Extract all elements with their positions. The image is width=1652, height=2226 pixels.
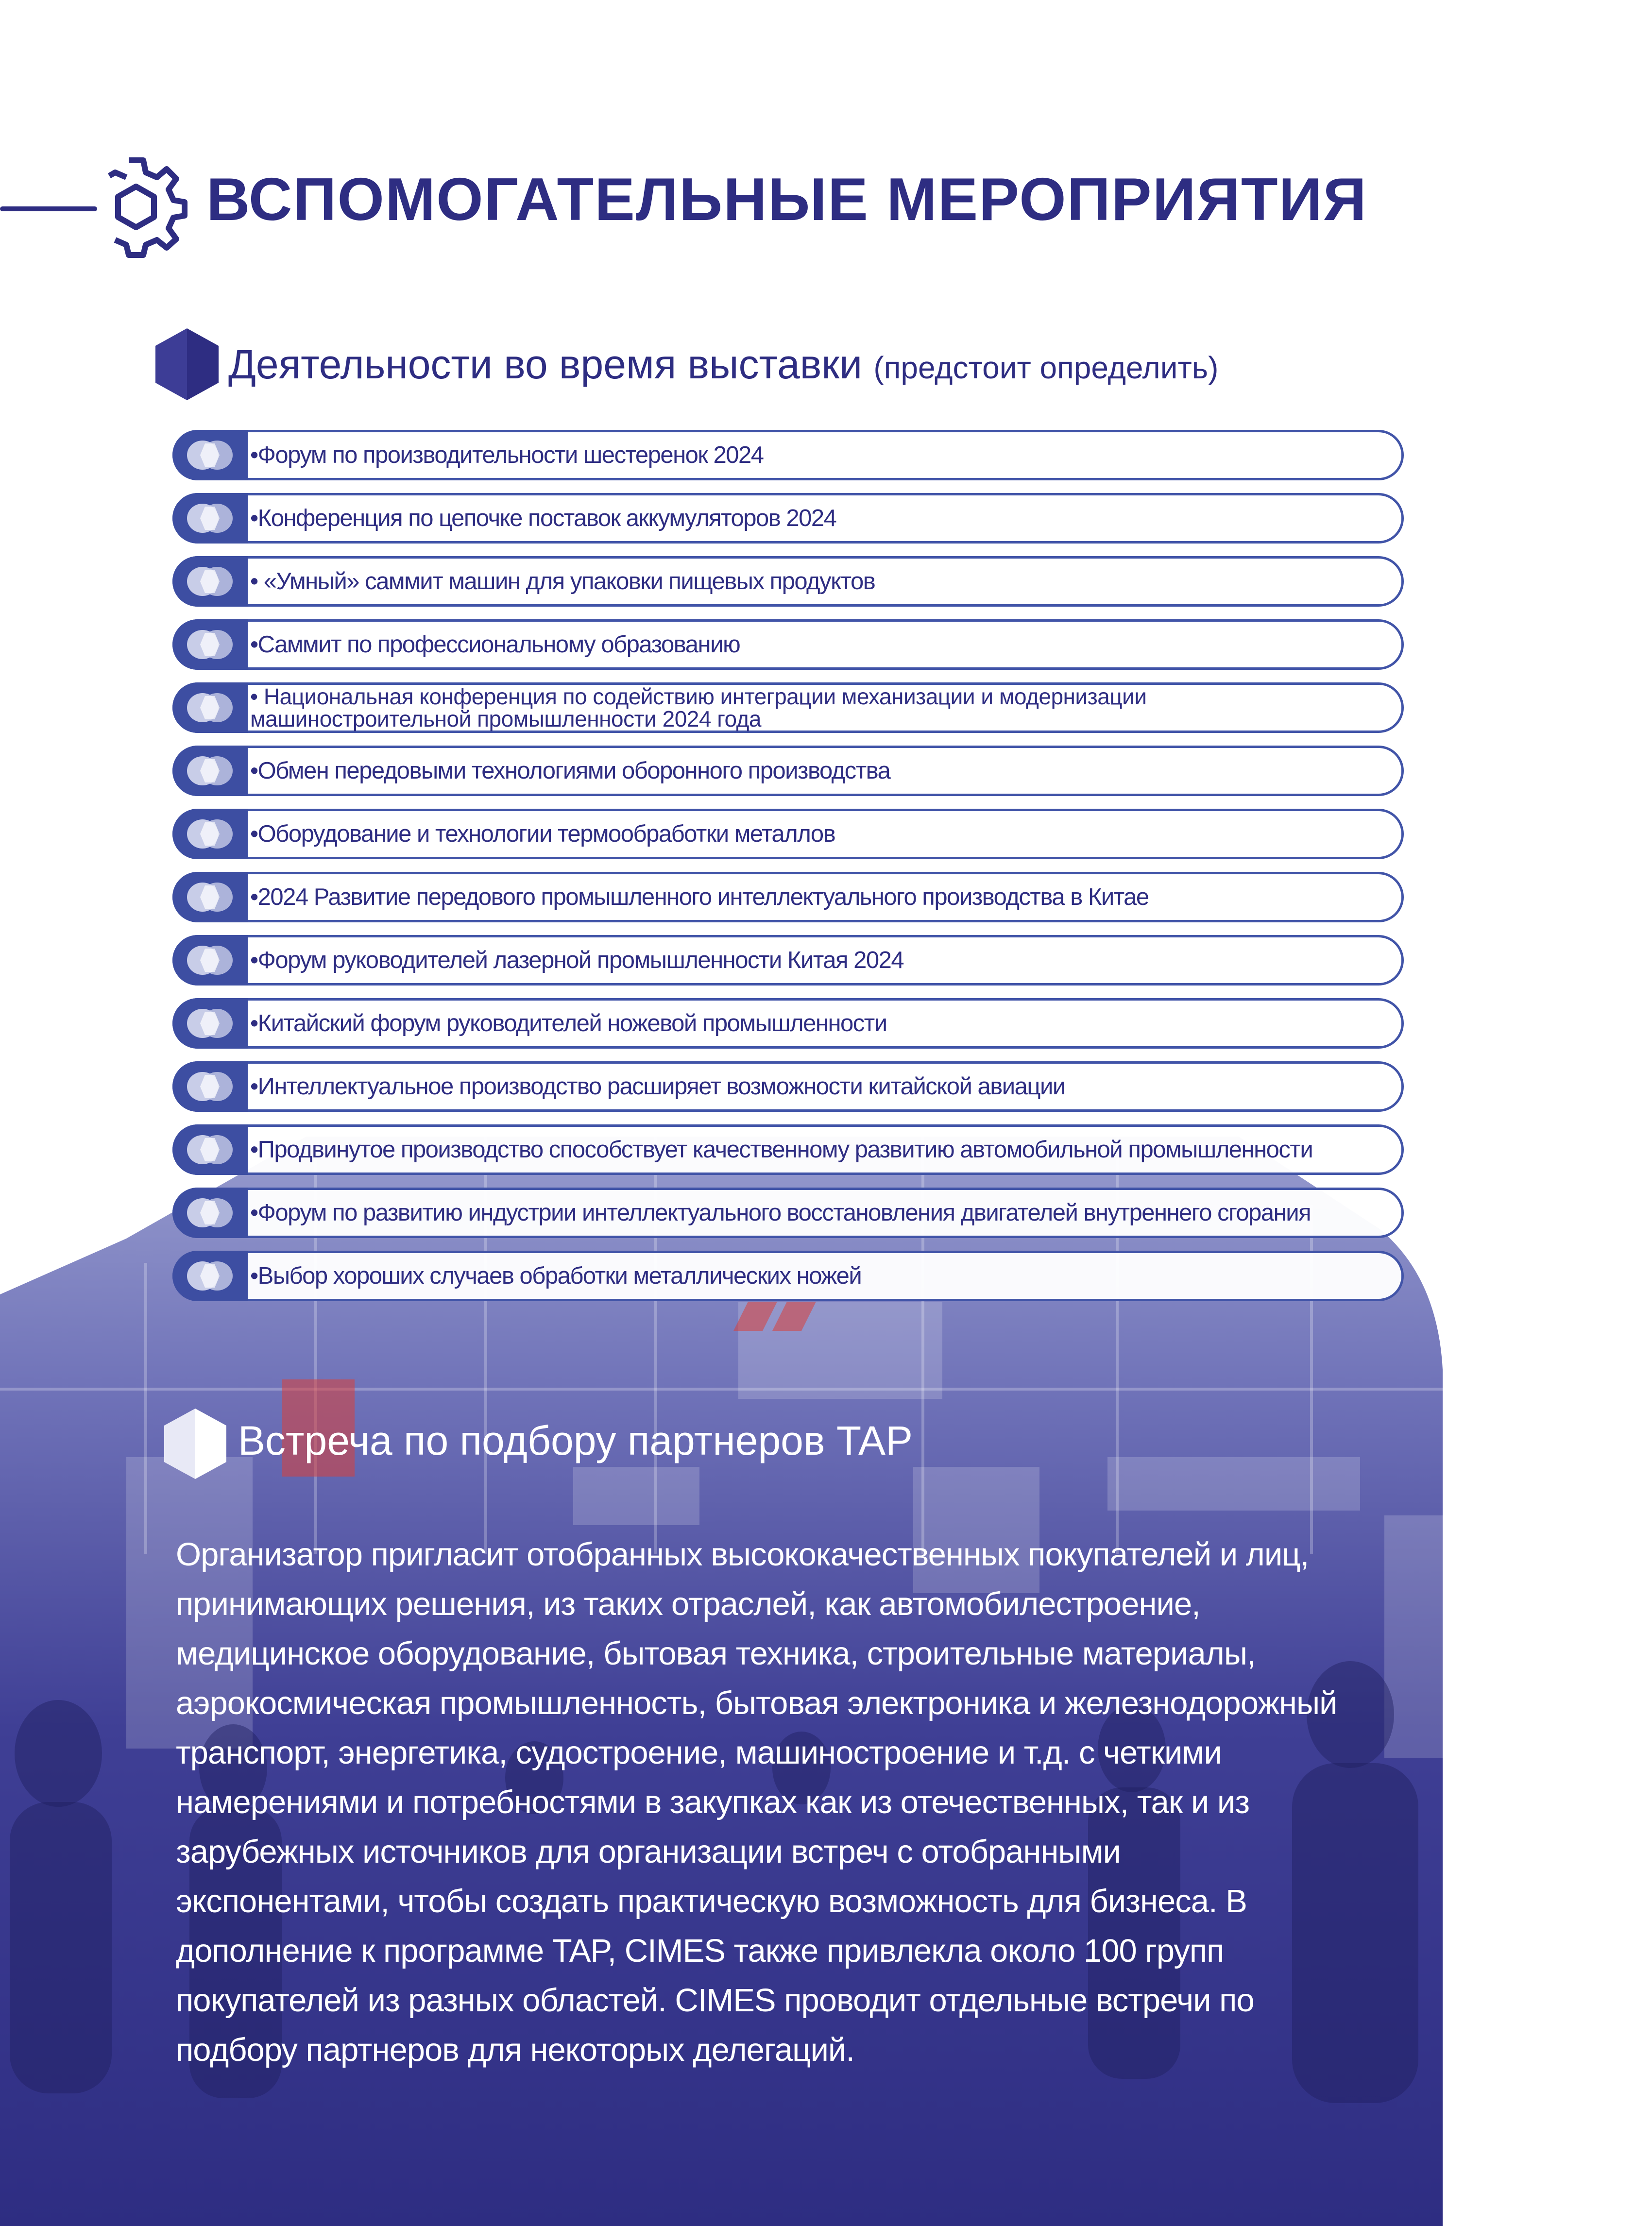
list-item bbox=[172, 1188, 1404, 1238]
event-label: •Оборудование и технологии термообработки металлов bbox=[250, 821, 835, 847]
section-title-main: Деятельности во время выставки bbox=[228, 341, 863, 387]
bullet-badge-icon bbox=[172, 746, 248, 796]
bullet-badge-icon bbox=[172, 872, 248, 922]
event-label: •Китайский форум руководителей ножевой промышленности bbox=[250, 1010, 887, 1037]
bullet-badge-icon bbox=[172, 556, 248, 607]
bullet-badge-icon bbox=[172, 1124, 248, 1175]
list-item bbox=[172, 682, 1404, 733]
event-label: •Выбор хороших случаев обработки металлических ножей bbox=[250, 1263, 862, 1289]
tap-description: Организатор пригласит отобранных высококачественных покупателей и лиц, принимающих решения, из таких отраслей, как автомобилестроение, медицинское оборудование, бытовая техника, строительные материалы, аэрокосмическая промышленность, бытовая электроника и железнодорожный транспорт, энергетика, судостроение, машиностроение и т.д. с четкими намерениями и потребностями в закупках как из отечественных, так и из зарубежных источников для организации встреч с отобранными экспонентами, чтобы создать практическую возможность для бизнеса. В дополнение к программе TAP, CIMES также привлекла около 100 групп покупателей из разных областей. CIMES проводит отдельные встречи по подбору партнеров для некоторых делегаций. bbox=[176, 1536, 1337, 2068]
event-label: • Национальная конференция по содействию интеграции механизации и модернизации машиностроительной промышленности 2024 года bbox=[250, 684, 1147, 731]
bullet-badge-icon bbox=[172, 1251, 248, 1301]
bullet-badge-icon bbox=[172, 809, 248, 859]
list-item bbox=[172, 935, 1404, 986]
list-item bbox=[172, 1251, 1404, 1301]
event-label: •Обмен передовыми технологиями оборонного производства bbox=[250, 758, 890, 784]
list-item bbox=[172, 809, 1404, 859]
event-label: •Форум по развитию индустрии интеллектуального восстановления двигателей внутреннего сгорания bbox=[250, 1200, 1311, 1226]
hexagon-icon-white bbox=[160, 1406, 231, 1481]
section-title-tap: Встреча по подбору партнеров TAP bbox=[238, 1418, 913, 1463]
event-label: •2024 Развитие передового промышленного интеллектуального производства в Китае bbox=[250, 884, 1149, 910]
bullet-badge-icon bbox=[172, 1188, 248, 1238]
event-label: • «Умный» саммит машин для упаковки пищевых продуктов bbox=[250, 568, 875, 595]
bullet-badge-icon bbox=[172, 1061, 248, 1112]
event-label: •Саммит по профессиональному образованию bbox=[250, 631, 740, 658]
list-item bbox=[172, 872, 1404, 922]
list-item bbox=[172, 556, 1404, 607]
bullet-badge-icon bbox=[172, 682, 248, 733]
list-item bbox=[172, 1061, 1404, 1112]
list-item bbox=[172, 746, 1404, 796]
bullet-badge-icon bbox=[172, 430, 248, 480]
list-item bbox=[172, 430, 1404, 480]
list-item bbox=[172, 493, 1404, 544]
bullet-badge-icon bbox=[172, 619, 248, 670]
event-label: •Форум руководителей лазерной промышленности Китая 2024 bbox=[250, 947, 904, 973]
list-item bbox=[172, 619, 1404, 670]
event-label: •Продвинутое производство способствует качественному развитию автомобильной промышленности bbox=[250, 1137, 1313, 1163]
list-item bbox=[172, 1124, 1404, 1175]
gear-icon bbox=[80, 151, 192, 262]
section-title-activities bbox=[228, 341, 1218, 388]
event-label: •Интеллектуальное производство расширяет возможности китайской авиации bbox=[250, 1073, 1065, 1100]
list-item bbox=[172, 998, 1404, 1049]
hexagon-icon bbox=[151, 325, 223, 403]
event-label: •Форум по производительности шестеренок 2024 bbox=[250, 442, 764, 468]
bullet-badge-icon bbox=[172, 998, 248, 1049]
event-label: •Конференция по цепочке поставок аккумуляторов 2024 bbox=[250, 505, 836, 531]
section-title-note: (предстоит определить) bbox=[873, 350, 1219, 385]
page-title: ВСПОМОГАТЕЛЬНЫЕ МЕРОПРИЯТИЯ bbox=[206, 166, 1367, 233]
bullet-badge-icon bbox=[172, 493, 248, 544]
bullet-badge-icon bbox=[172, 935, 248, 986]
